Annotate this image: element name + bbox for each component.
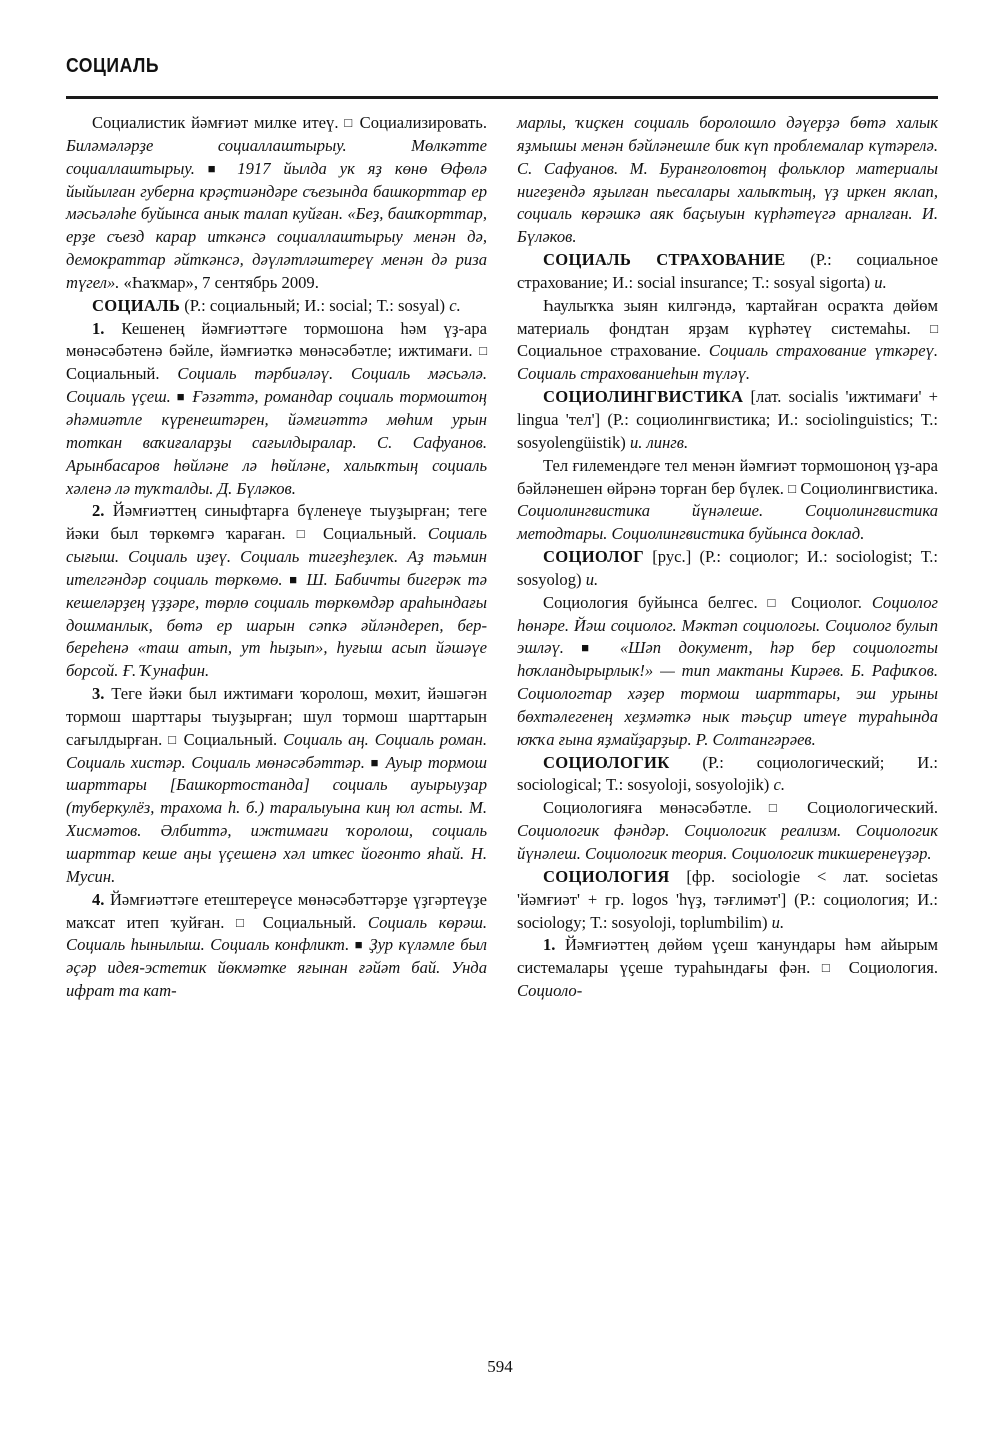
headword: СОЦИОЛОГИЯ	[543, 866, 670, 886]
open-square-marker: □	[821, 960, 838, 976]
filled-square-marker: ■	[370, 754, 380, 770]
citation-italic: Ауыр тормош шарттары [Башкортостанда] социаль ауырыуҙар (туберкулёз, трахома һ. б.) таралыуына киң юл асты. М. Хисмәтов. Әлбиттә, ижтимағи ҡоролош, социаль шарттар кеше аңы үҫешенә хәл иткес йоғонто яһай. Н. Мусин.	[66, 752, 487, 886]
example-italic: Социаль аң. Социаль роман. Социаль хистәр. Социаль мөнәсәбәттәр.	[66, 729, 487, 772]
headword: СОЦИАЛЬ СТРАХОВАНИЕ	[543, 250, 786, 270]
carryover-text: марлы, ҡиҫкен социаль боролошло дәүерҙә бөтә халык яҙмышы менән бәйләнешле бик күп проблемалар күтәрелә. С. Сафуанов. М. Буранғоловтоң фольклор материалы нигеҙендә яҙылған пьесалары халыҡтың, үҙ иркен яклап, социаль көрәшкә аяк баҫыуын күрһәтеүгә арналған. И. Бүләков.	[517, 113, 938, 247]
etymology-and-translations: (Р.: социальный; И.: social; Т.: sosyal)	[184, 295, 446, 315]
grammar-label: и.	[585, 569, 599, 589]
filled-square-marker: ■	[176, 389, 187, 405]
sense-body: Йәмғиәттең дөйөм үҫеш ҡанундары һәм айырым системалары үҫеше тураһындағы фән. □ Социология. Социоло-	[517, 935, 938, 1001]
grammar-label: и. лингв.	[629, 432, 689, 452]
two-column-body	[66, 112, 938, 1342]
citation-italic: Ш. Бабичты бигерәк тә кешеләрҙең үҙҙәре, төрлө социаль төркөмдәр араһындағы дошманлык, бөтә ер шарын сәпкә әйләндереп, бер-береһенә «таш атып, ут һыҙып», һуғыш асып йәшәүе борсой. Ғ. Ҡунафин.	[66, 569, 488, 681]
dictionary-entry-social	[66, 295, 487, 318]
example-italic: Социаль страхование үткәреү. Социаль страхованиеһын түләү.	[517, 341, 939, 384]
sense-1	[66, 318, 487, 501]
headword: СОЦИОЛОГ	[543, 547, 645, 567]
headword: СОЦИОЛОГИК	[543, 752, 670, 772]
sense-number: 1.	[92, 318, 105, 338]
dictionary-entry-sociologiya	[517, 866, 938, 935]
definition-body: Тел ғилемендәге тел менән йәмғиәт тормошоноң үҙ-ара бәйләнешен өйрәнә торған бер бүлек. □ Социолингвистика. Социолингвистика йүнәлеше. Социолингвистика методтары. Социолингвистика буйынса доклад.	[517, 455, 938, 544]
running-head: СОЦИАЛЬ	[66, 55, 160, 77]
open-square-marker: □	[235, 914, 252, 930]
text-plain: Социалистик йәмғиәт милке итеү.	[92, 113, 339, 132]
example-italic: Социолог һөнәре. Йәш социолог. Мәктәп социологы. Социолог булып эшләү.	[517, 592, 939, 658]
sense-3	[66, 683, 487, 889]
open-square-marker: □	[930, 320, 938, 336]
dictionary-entry-sociolinguistics	[517, 386, 938, 455]
grammar-label: с.	[449, 295, 461, 315]
definition-sociolinguistics	[517, 455, 938, 546]
filled-square-marker: ■	[354, 937, 364, 953]
grammar-label: с.	[773, 775, 785, 795]
entry-continuation-paragraph	[66, 112, 487, 295]
etymology-and-translations: (Р.: социологический; И.: sociological; Т.: sosyoloji, sosyolojik)	[517, 752, 938, 795]
definition-body: Социологияға мөнәсәбәтле. □ Социологический. Социологик фәндәр. Социологик реализм. Социологик йүнәлеш. Социологик теория. Социологик тикшеренеүҙәр.	[517, 798, 939, 863]
sense-2	[66, 500, 487, 683]
text-russian-gloss: Социализировать.	[359, 113, 488, 132]
sense-body: Теге йәки был ижтимағи ҡоролош, мөхит, йәшәгән тормош шарттары тыуҙырған; шул тормош шарттарын сағылдырған. □ Социальный. Социаль аң. Социаль роман. Социаль хистәр. Социаль мөнәсәбәттәр. ■ Ауыр тормош шарттары [Башкортостанда] социаль ауырыуҙар (туберкулёз, трахома һ. б.) таралыуына киң юл асты. М. Хисмәтов. Әлбиттә, ижтимағи ҡоролош, социаль шарттар кеше аңы үҫешенә хәл иткес йоғонто яһай. Н. Мусин.	[66, 684, 487, 886]
sense-number: 2.	[92, 501, 105, 521]
open-square-marker	[344, 113, 354, 132]
filled-square-marker	[208, 159, 225, 178]
open-square-marker: □	[296, 526, 312, 542]
left-column	[66, 112, 487, 1342]
open-square-marker: □	[767, 594, 782, 610]
filled-square-marker: ■	[581, 640, 603, 656]
example-italic: Биләмәләрҙе социаллаштырыу. Мөлкәтте социаллаштырыу.	[66, 135, 487, 178]
citation-italic: «Шәп документ, һәр бер социологты һоҡландырырлык!» — тип мактаны Кирәев. Б. Рафиҡов. Социологтар хәҙер тормош шарттары, эш урыны бөхтәлегенең хеҙмәткә нык тәьҫир итеүе тураһында юҡҡа ғына яҙмайҙарҙыр. Р. Солтангәрәев.	[517, 638, 938, 749]
open-square-marker: □	[168, 731, 178, 747]
dictionary-entry-sociolog	[517, 546, 938, 592]
filled-square-marker: ■	[289, 571, 300, 587]
sense-1-sociologiya	[517, 934, 938, 1003]
definition-body: Һаулыҡҡа зыян килгәндә, ҡартайған осраҡта дөйөм материаль фондтан ярҙам күрһәтеү системаһы. □ Социальное страхование. Социаль страхование үткәреү. Социаль страхованиеһын түләү.	[517, 295, 939, 384]
example-italic: Социолингвистика йүнәлеше. Социолингвистика методтары. Социолингвистика буйынса доклад.	[517, 501, 938, 544]
carryover-paragraph	[517, 112, 938, 249]
sense-number: 4.	[92, 889, 105, 909]
definition-sociolog	[517, 592, 938, 752]
dictionary-entry-social-strahovanie	[517, 249, 938, 295]
open-square-marker: □	[788, 480, 797, 496]
etymology-and-translations: (Р.: социальное страхование; И.: social insurance; Т.: sosyal sigorta)	[517, 250, 938, 292]
dictionary-entry-sociologik	[517, 752, 938, 798]
open-square-marker: □	[768, 800, 790, 816]
etymology-and-translations: [фр. sociologie < лат. societas 'йәмғиәт' + гр. logos 'һүҙ, тәғлимәт'] (Р.: социология; И.: sociology; Т.: sosyoloji, toplumbilim)	[517, 866, 938, 932]
example-italic: Социаль сығыш. Социаль иҙеү. Социаль тигеҙһеҙлек. Аҙ тәьмин ителгәндәр социаль төркөмө.	[66, 524, 487, 589]
etymology-and-translations: [рус.] (Р.: социолог; И.: sociologist; Т.: sosyolog)	[517, 547, 938, 589]
citation-italic: Ғәзәттә, романдар социаль тормоштоң әһәмиәтле күренештәрен, йәмғиәттә мөһим урын тоткан ваҡиғаларҙы сағылдыралар. С. Сафуанов. Арынбасаров һөйләне лә һөйләне, халыҡтың социаль хәленә лә туҡталды. Д. Бүләков.	[66, 387, 488, 498]
sense-4	[66, 889, 487, 1003]
sense-body: Йәмғиәттәге етештереүсе мөнәсәбәттәрҙе үҙгәртеүҙе маҡсат итеп ҡуйған. □ Социальный. Социаль көрәш. Социаль һынылыш. Социаль конфликт. ■ Ҙур күләмле был әҫәр идея-эстетик йөкмәтке яғынан ғәйәт бай. Унда ифрат та кат-	[66, 889, 488, 1001]
example-italic: Социологик фәндәр. Социологик реализм. Социологик йүнәлеш. Социологик теория. Социологик тикшеренеүҙәр.	[517, 821, 938, 863]
citation-italic: Ҙур күләмле был әҫәр идея-эстетик йөкмәтке яғынан ғәйәт бай. Унда ифрат та кат-	[66, 935, 488, 1001]
example-italic: Социаль тәрбиәләү. Социаль мәсьәлә. Социаль үҫеш.	[66, 364, 487, 407]
page-number: 594	[487, 1357, 513, 1376]
citation-source: «Һаҡмар», 7 сентябрь 2009.	[123, 272, 319, 292]
right-column	[517, 112, 938, 1342]
definition-sociologik	[517, 797, 938, 866]
grammar-label: и.	[874, 272, 887, 292]
sense-number: 1.	[543, 935, 556, 955]
grammar-label: и.	[771, 912, 785, 932]
definition-social-strahovanie	[517, 295, 938, 386]
open-square-marker: □	[479, 343, 487, 359]
sense-number: 3.	[92, 684, 105, 704]
sense-body: Йәмғиәттең синыфтарға бүленеүе тыуҙырған; теге йәки был төркөмгә ҡараған. □ Социальный. Социаль сығыш. Социаль иҙеү. Социаль тигеҙһеҙлек. Аҙ тәьмин ителгәндәр социаль төркөмө. ■ Ш. Бабичты бигерәк тә кешеләрҙең үҙҙәре, төрлө социаль төркөмдәр араһындағы дошманлык, бөтә ер шарын сәпкә әйләндереп, бер-береһенә «таш атып, ут һыҙып», һуғыш асып йәшәүе борсой. Ғ. Ҡунафин.	[66, 501, 488, 681]
example-italic: Социоло-	[517, 981, 583, 1001]
definition-body: Социология буйынса белгес. □ Социолог. Социолог һөнәре. Йәш социолог. Мәктәп социологы. Социолог булып эшләү. ■ «Шәп документ, һәр бер социологты һоҡландырырлык!» — тип мактаны Кирәев. Б. Рафиҡов. Социологтар хәҙер тормош шарттары, эш урыны бөхтәлегенең хеҙмәткә нык тәьҫир итеүе тураһында юҡҡа ғына яҙмайҙарҙыр. Р. Солтангәрәев.	[517, 592, 939, 749]
etymology-and-translations: [лат. socialis 'ижтимағи' + lingua 'тел'] (Р.: социолингвистика; И.: sociolinguistics; Т.: sosyolengüistik)	[517, 387, 938, 452]
headword: СОЦИОЛИНГВИСТИКА	[543, 387, 744, 407]
sense-body: Кешенең йәмғиәттәге тормошона һәм үҙ-ара мөнәсәбәтенә бәйле, йәмғиәткә мөнәсәбәтле; ижтимағи. □ Социальный. Социаль тәрбиәләү. Социаль мәсьәлә. Социаль үҫеш. ■ Ғәзәттә, романдар социаль тормоштоң әһәмиәтле күренештәрен, йәмғиәттә мөһим урын тоткан ваҡиғаларҙы сағылдыралар. С. Сафуанов. Арынбасаров һөйләне лә һөйләне, халыҡтың социаль хәленә лә туҡталды. Д. Бүләков.	[66, 318, 488, 498]
citation-italic: 1917 йылда ук яҙ көнө Өфөлә йыйылған губерна крәҫтиәндәре съезында башкорттар ер мәсьәләһе буйынса анык талап куйған. «Беҙ, башҡорттар, ерҙе съезд карар иткәнсә социаллаштырыу менән дә, демократтар әйткәнсә, дәүләтләштереү менән дә риза түгел».	[66, 158, 487, 292]
headword: СОЦИАЛЬ	[92, 295, 181, 315]
header-rule	[66, 96, 938, 99]
example-italic: Социаль көрәш. Социаль һынылыш. Социаль конфликт.	[66, 912, 487, 955]
